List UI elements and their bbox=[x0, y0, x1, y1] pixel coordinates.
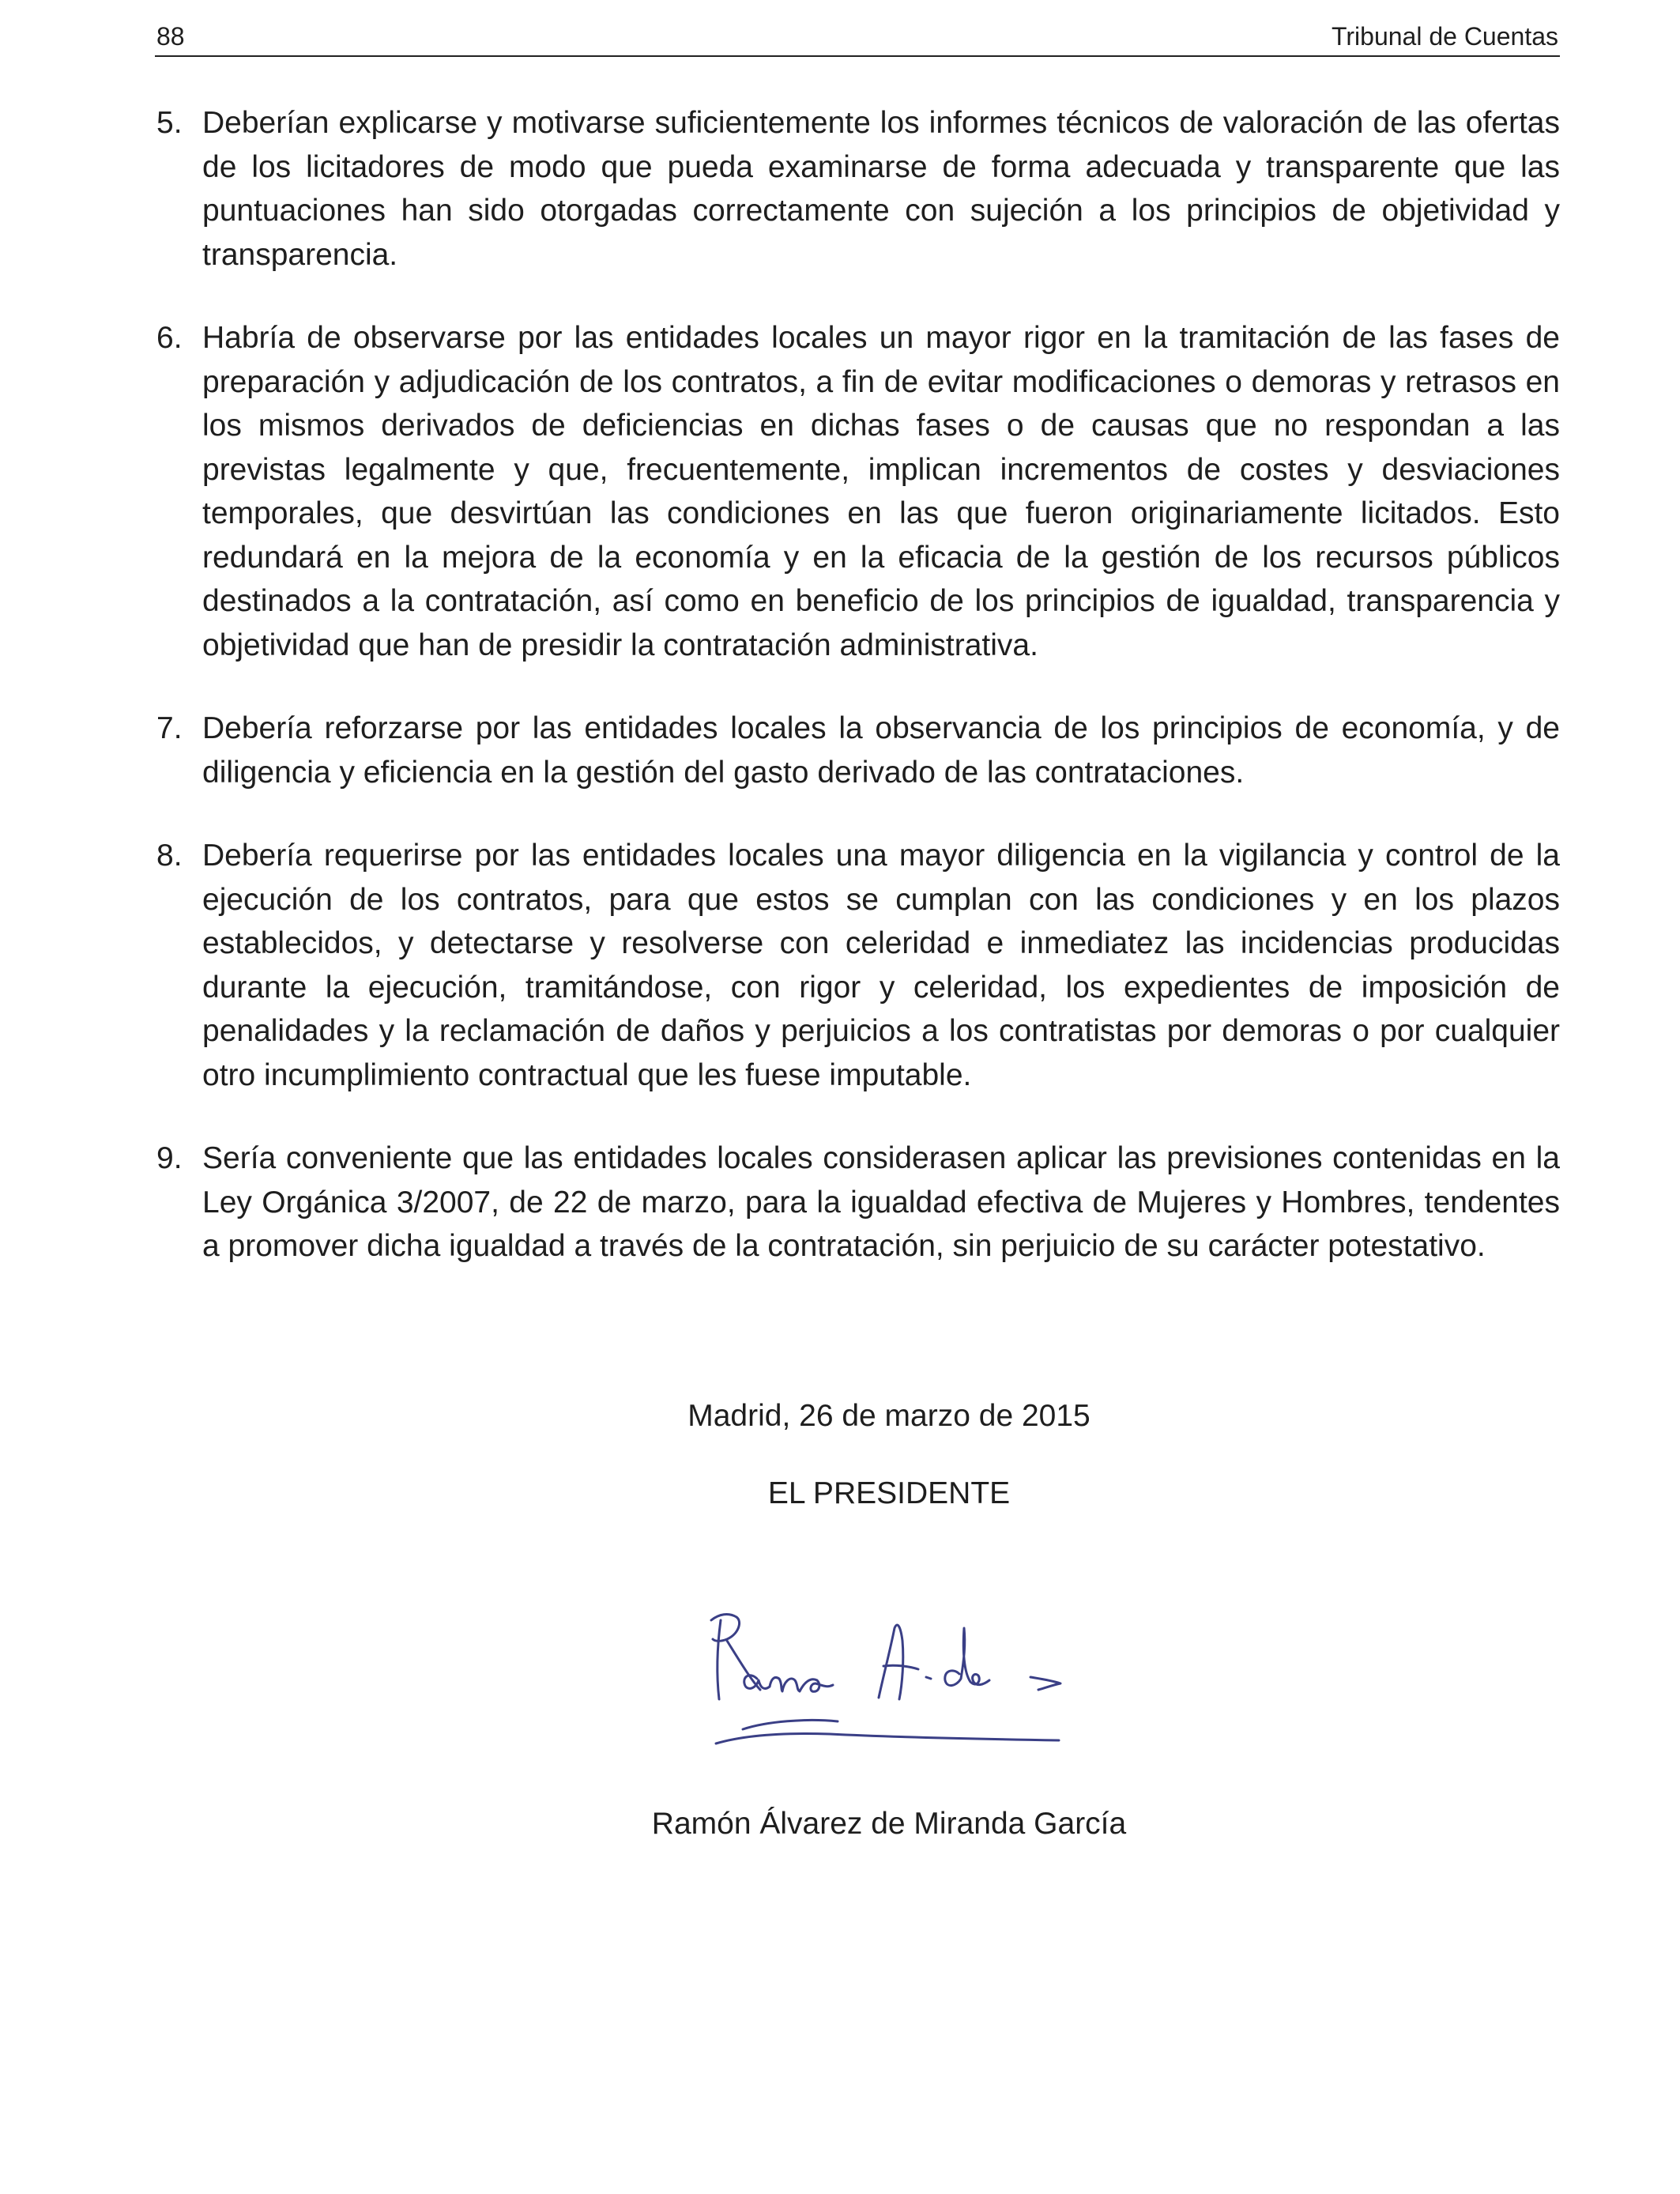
item-text: Deberían explicarse y motivarse suficientemente los informes técnicos de valoración de las ofertas de los licitadores de modo que pueda examinarse de forma adecuada y transparente que las puntuaciones han sido otorgadas correctamente con sujeción a los principios de objetividad y transparencia. bbox=[202, 106, 1560, 272]
item-number: 5. bbox=[156, 106, 183, 140]
item-number: 6. bbox=[156, 321, 183, 355]
handwritten-signature bbox=[695, 1596, 1106, 1762]
item-text: Sería conveniente que las entidades locales considerasen aplicar las previsiones contenidas en la Ley Orgánica 3/2007, de 22 de marzo, para la igualdad efectiva de Mujeres y Hombres, tendentes a promover dicha igualdad a través de la contratación, sin perjuicio de su carácter potestativo. bbox=[202, 1141, 1560, 1263]
item-number: 8. bbox=[156, 839, 183, 873]
signatory-name: Ramón Álvarez de Miranda García bbox=[651, 1807, 1127, 1841]
item-text: Habría de observarse por las entidades locales un mayor rigor en la tramitación de las fases de preparación y adjudicación de los contratos, a fin de evitar modificaciones o demoras y retrasos en los mismos derivados de deficiencias en dichas fases o de causas que no respondan a las previstas legalmente y que, frecuentemente, implican incrementos de costes y desviaciones temporales, que desvirtúan las condiciones en las que fueron originariamente licitados. Esto redundará en la mejora de la economía y en la eficacia de la gestión de los recursos públicos destinados a la contratación, así como en beneficio de los principios de igualdad, transparencia y objetividad que han de presidir la contratación administrativa. bbox=[202, 321, 1560, 662]
item-number: 9. bbox=[156, 1141, 183, 1175]
list-item bbox=[155, 316, 1560, 667]
list-item bbox=[155, 707, 1560, 794]
organization-name: Tribunal de Cuentas bbox=[1332, 22, 1558, 51]
list-item bbox=[155, 101, 1560, 277]
page-number: 88 bbox=[156, 22, 185, 51]
signatory-role: EL PRESIDENTE bbox=[767, 1476, 1011, 1510]
page-header bbox=[155, 22, 1560, 57]
recommendations-list bbox=[155, 101, 1560, 1308]
item-number: 7. bbox=[156, 711, 183, 745]
place-date: Madrid, 26 de marzo de 2015 bbox=[687, 1399, 1090, 1433]
list-item bbox=[155, 1137, 1560, 1269]
item-text: Debería reforzarse por las entidades locales la observancia de los principios de economía, y de diligencia y eficiencia en la gestión del gasto derivado de las contrataciones. bbox=[202, 711, 1560, 790]
list-item bbox=[155, 834, 1560, 1097]
item-text: Debería requerirse por las entidades locales una mayor diligencia en la vigilancia y control de la ejecución de los contratos, para que estos se cumplan con las condiciones y en los plazos establecidos, y detectarse y resolverse con celeridad e inmediatez las incidencias producidas durante la ejecución, tramitándose, con rigor y celeridad, los expedientes de imposición de penalidades y la reclamación de daños y perjuicios a los contratistas por demoras o por cualquier otro incumplimiento contractual que les fuese imputable. bbox=[202, 839, 1560, 1092]
